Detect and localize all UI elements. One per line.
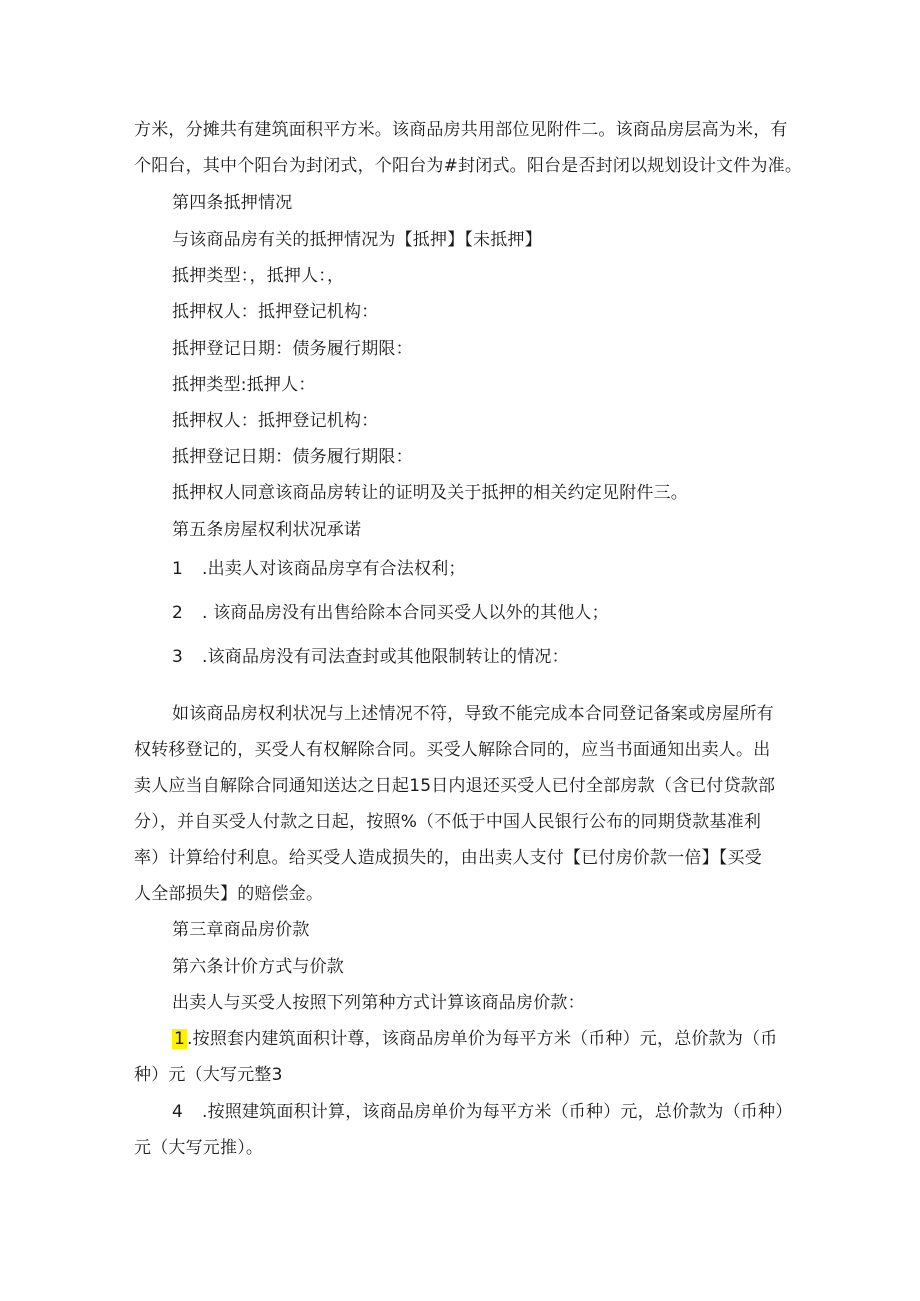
- breach-paragraph-line-3: 卖人应当自解除合同通知送达之日起15日内退还买受人已付全部房款（含已付贷款部: [134, 776, 776, 796]
- mortgage-type-1: 抵押类型：，抵押人：，: [172, 266, 345, 286]
- list-item: [172, 601, 609, 625]
- mortgagee-2: 抵押权人：抵押登记机构：: [172, 411, 379, 431]
- article5-heading: 第五条房屋权利状况承诺: [172, 520, 362, 540]
- price-method-2-line-1: [172, 1100, 792, 1124]
- item-number: 1: [172, 559, 184, 579]
- item-number: 3: [172, 647, 184, 667]
- mortgage-consent: 抵押权人同意该商品房转让的证明及关于抵押的相关约定见附件三。: [172, 483, 688, 503]
- breach-paragraph-line-5: 率）计算给付利息。给买受人造成损失的，由出卖人支付【已付房价款一倍】【买受: [134, 848, 762, 868]
- mortgage-type-2: 抵押类型:抵押人：: [172, 375, 316, 395]
- list-item: [172, 557, 466, 581]
- breach-paragraph-line-2: 权转移登记的，买受人有权解除合同。买受人解除合同的，应当书面通知出卖人。出: [134, 740, 771, 760]
- highlighted-number: 1: [174, 1029, 186, 1049]
- mortgage-date-2: 抵押登记日期：债务履行期限：: [172, 447, 413, 467]
- item-text: .该商品房没有司法查封或其他限制转让的情况：: [202, 647, 569, 667]
- article4-heading: 第四条抵押情况: [172, 193, 293, 213]
- breach-paragraph-line-6: 人全部损失】的赔偿金。: [134, 884, 324, 904]
- article6-heading: 第六条计价方式与价款: [172, 957, 344, 977]
- chapter3-heading: 第三章商品房价款: [172, 920, 310, 940]
- item-number: 4: [172, 1102, 184, 1122]
- item-text: . 该商品房没有出售给除本合同买受人以外的其他人；: [202, 603, 609, 623]
- intro-line-2: 个阳台，其中个阳台为封闭式，个阳台为#封闭式。阳台是否封闭以规划设计文件为准。: [134, 156, 803, 176]
- article6-intro: 出卖人与买受人按照下列第种方式计算该商品房价款：: [172, 993, 585, 1013]
- item-number: 2: [172, 603, 184, 623]
- item-text: .出卖人对该商品房享有合法权利；: [202, 559, 466, 579]
- breach-paragraph-line-4: 分），并自买受人付款之日起，按照%（不低于中国人民银行公布的同期贷款基准利: [134, 812, 762, 832]
- article4-status: 与该商品房有关的抵押情况为【抵押】【未抵押】: [172, 230, 542, 250]
- method-text: .按照建筑面积计算，该商品房单价为每平方米（币种）元，总价款为（币种）: [202, 1102, 793, 1122]
- mortgage-date-1: 抵押登记日期：债务履行期限：: [172, 339, 413, 359]
- price-method-1-line-1: [172, 1027, 777, 1051]
- price-method-1-line-2: 种）元（大写元整3: [134, 1065, 283, 1085]
- method-text: .按照套内建筑面积计尊，该商品房单价为每平方米（币种）元，总价款为（币: [187, 1029, 778, 1049]
- breach-paragraph-line-1: 如该商品房权利状况与上述情况不符，导致不能完成本合同登记备案或房屋所有: [172, 704, 774, 724]
- mortgagee-1: 抵押权人：抵押登记机构：: [172, 302, 379, 322]
- list-item: [172, 645, 569, 669]
- intro-line-1: 方米，分摊共有建筑面积平方米。该商品房共用部位见附件二。该商品房层高为米，有: [134, 120, 788, 140]
- price-method-2-line-2: 元（大写元推）。: [134, 1138, 264, 1158]
